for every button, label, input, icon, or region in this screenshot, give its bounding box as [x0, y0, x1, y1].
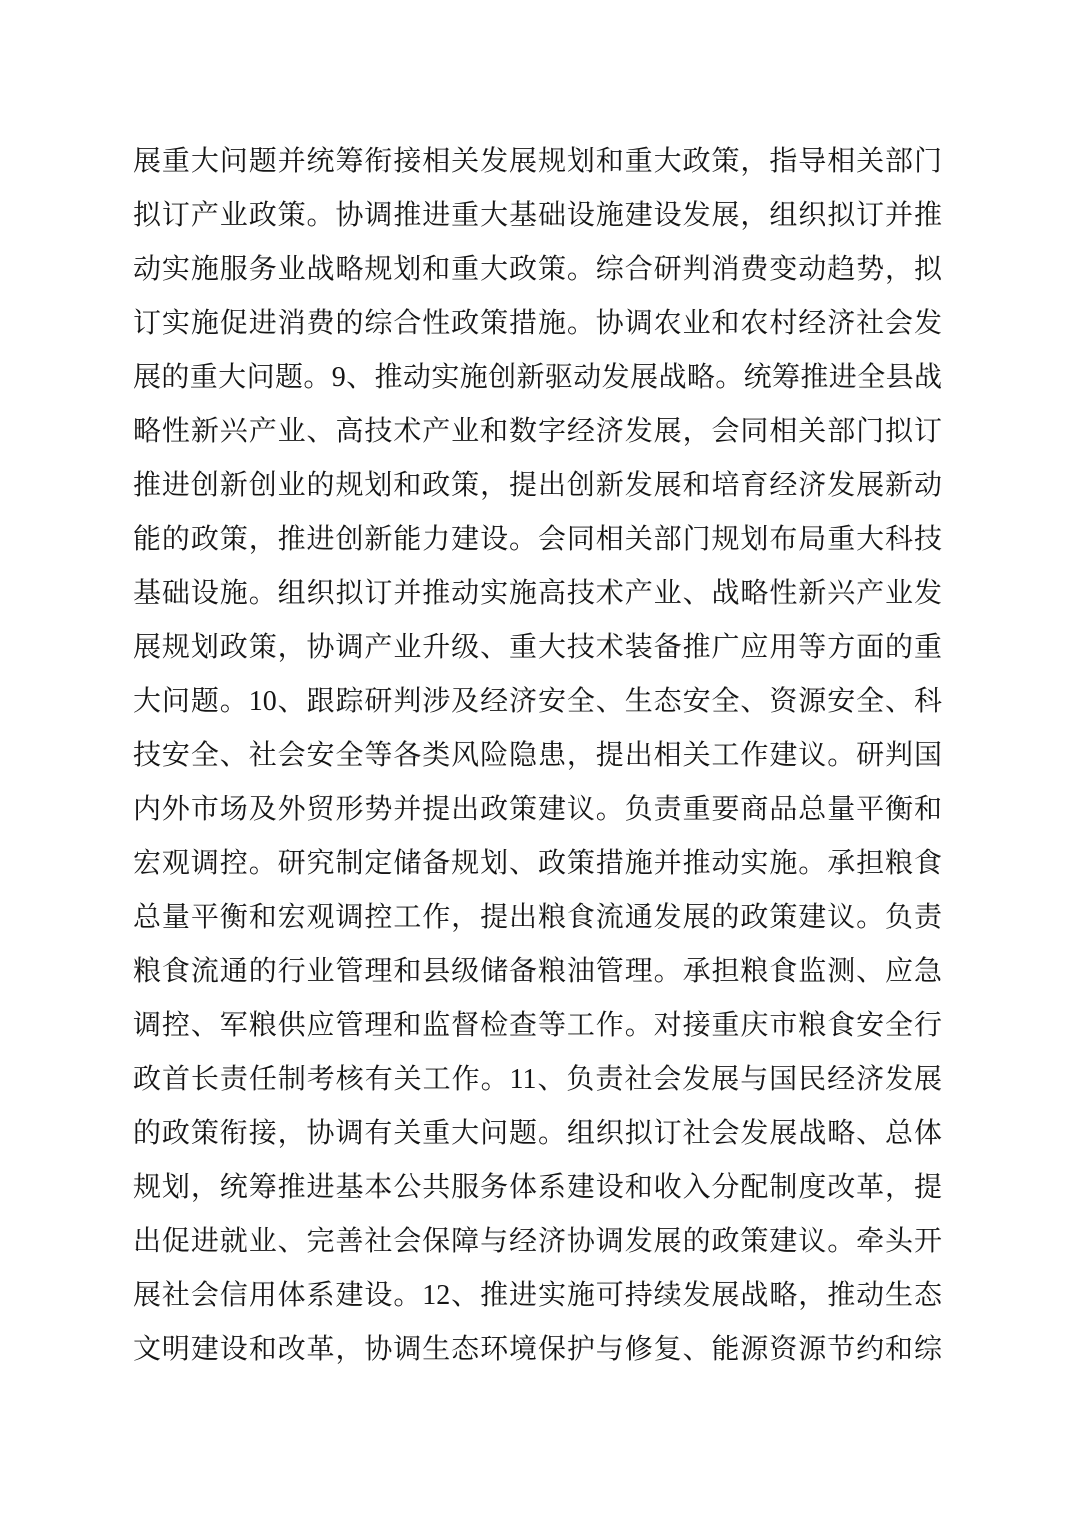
text-line: 动实施服务业战略规划和重大政策。综合研判消费变动趋势，拟 — [133, 254, 942, 285]
text-line: 出促进就业、完善社会保障与经济协调发展的政策建议。牵头开 — [133, 1226, 942, 1257]
text-line: 总量平衡和宏观调控工作，提出粮食流通发展的政策建议。负责 — [133, 902, 942, 933]
text-line: 规划，统筹推进基本公共服务体系建设和收入分配制度改革，提 — [133, 1172, 942, 1203]
text-line: 粮食流通的行业管理和县级储备粮油管理。承担粮食监测、应急 — [133, 956, 942, 987]
text-line: 略性新兴产业、高技术产业和数字经济发展，会同相关部门拟订 — [133, 416, 942, 447]
text-line: 政首长责任制考核有关工作。11、负责社会发展与国民经济发展 — [133, 1064, 942, 1095]
text-line: 宏观调控。研究制定储备规划、政策措施并推动实施。承担粮食 — [133, 848, 942, 879]
body-text — [133, 135, 942, 1377]
text-line: 基础设施。组织拟订并推动实施高技术产业、战略性新兴产业发 — [133, 578, 942, 609]
text-line: 推进创新创业的规划和政策，提出创新发展和培育经济发展新动 — [133, 470, 942, 501]
text-line: 展规划政策，协调产业升级、重大技术装备推广应用等方面的重 — [133, 632, 942, 663]
text-line: 展社会信用体系建设。12、推进实施可持续发展战略，推动生态 — [133, 1280, 942, 1311]
text-line: 拟订产业政策。协调推进重大基础设施建设发展，组织拟订并推 — [133, 200, 942, 231]
text-line: 内外市场及外贸形势并提出政策建议。负责重要商品总量平衡和 — [133, 794, 942, 825]
text-line: 能的政策，推进创新能力建设。会同相关部门规划布局重大科技 — [133, 524, 942, 555]
text-line: 展的重大问题。9、推动实施创新驱动发展战略。统筹推进全县战 — [133, 362, 942, 393]
text-line: 的政策衔接，协调有关重大问题。组织拟订社会发展战略、总体 — [133, 1118, 942, 1149]
text-line: 调控、军粮供应管理和监督检查等工作。对接重庆市粮食安全行 — [133, 1010, 942, 1041]
text-line: 展重大问题并统筹衔接相关发展规划和重大政策，指导相关部门 — [133, 146, 942, 177]
text-line: 技安全、社会安全等各类风险隐患，提出相关工作建议。研判国 — [133, 740, 942, 771]
text-line: 订实施促进消费的综合性政策措施。协调农业和农村经济社会发 — [133, 308, 942, 339]
text-line: 大问题。10、跟踪研判涉及经济安全、生态安全、资源安全、科 — [133, 686, 942, 717]
text-line: 文明建设和改革，协调生态环境保护与修复、能源资源节约和综 — [133, 1334, 942, 1365]
